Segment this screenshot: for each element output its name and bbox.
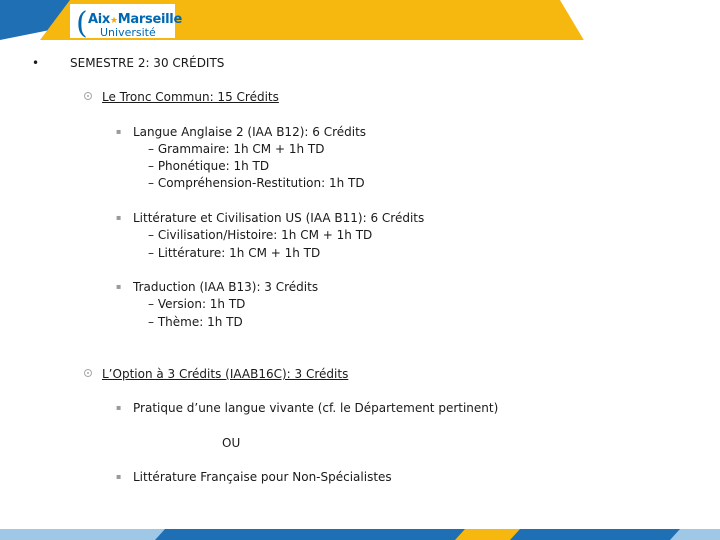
square-bullet-icon: ▪	[116, 403, 122, 412]
course-title: Littérature et Civilisation US (IAA B11): 6 Crédits	[133, 211, 425, 225]
course-detail: – Grammaire: 1h CM + 1h TD	[148, 142, 325, 156]
option-item: Pratique d’une langue vivante (cf. le Département pertinent)	[133, 401, 499, 415]
square-bullet-icon: ▪	[116, 282, 122, 291]
option-item: Littérature Française pour Non-Spécialistes	[133, 470, 392, 484]
bullet-dot: •	[32, 56, 40, 70]
course-detail: – Compréhension-Restitution: 1h TD	[148, 176, 365, 190]
course-title: Traduction (IAA B13): 3 Crédits	[133, 280, 319, 294]
target-bullet-icon	[84, 92, 92, 100]
square-bullet-icon: ▪	[116, 127, 122, 136]
course-detail: – Phonétique: 1h TD	[148, 159, 270, 173]
course-detail: – Littérature: 1h CM + 1h TD	[148, 246, 321, 260]
university-logo: ( Aix★Marseille Université	[76, 6, 182, 41]
tronc-commun-heading: Le Tronc Commun: 15 Crédits	[102, 90, 279, 104]
option-heading: L’Option à 3 Crédits (IAAB16C): 3 Crédits	[102, 367, 349, 381]
square-bullet-icon: ▪	[116, 472, 122, 481]
course-detail: – Thème: 1h TD	[148, 315, 243, 329]
semester-heading: SEMESTRE 2: 30 CRÉDITS	[70, 56, 225, 70]
square-bullet-icon: ▪	[116, 213, 122, 222]
course-title: Langue Anglaise 2 (IAA B12): 6 Crédits	[133, 125, 367, 139]
course-detail: – Version: 1h TD	[148, 297, 246, 311]
or-separator: OU	[222, 436, 241, 450]
course-detail: – Civilisation/Histoire: 1h CM + 1h TD	[148, 228, 373, 242]
footer-stripe	[0, 529, 720, 540]
target-bullet-icon	[84, 369, 92, 377]
